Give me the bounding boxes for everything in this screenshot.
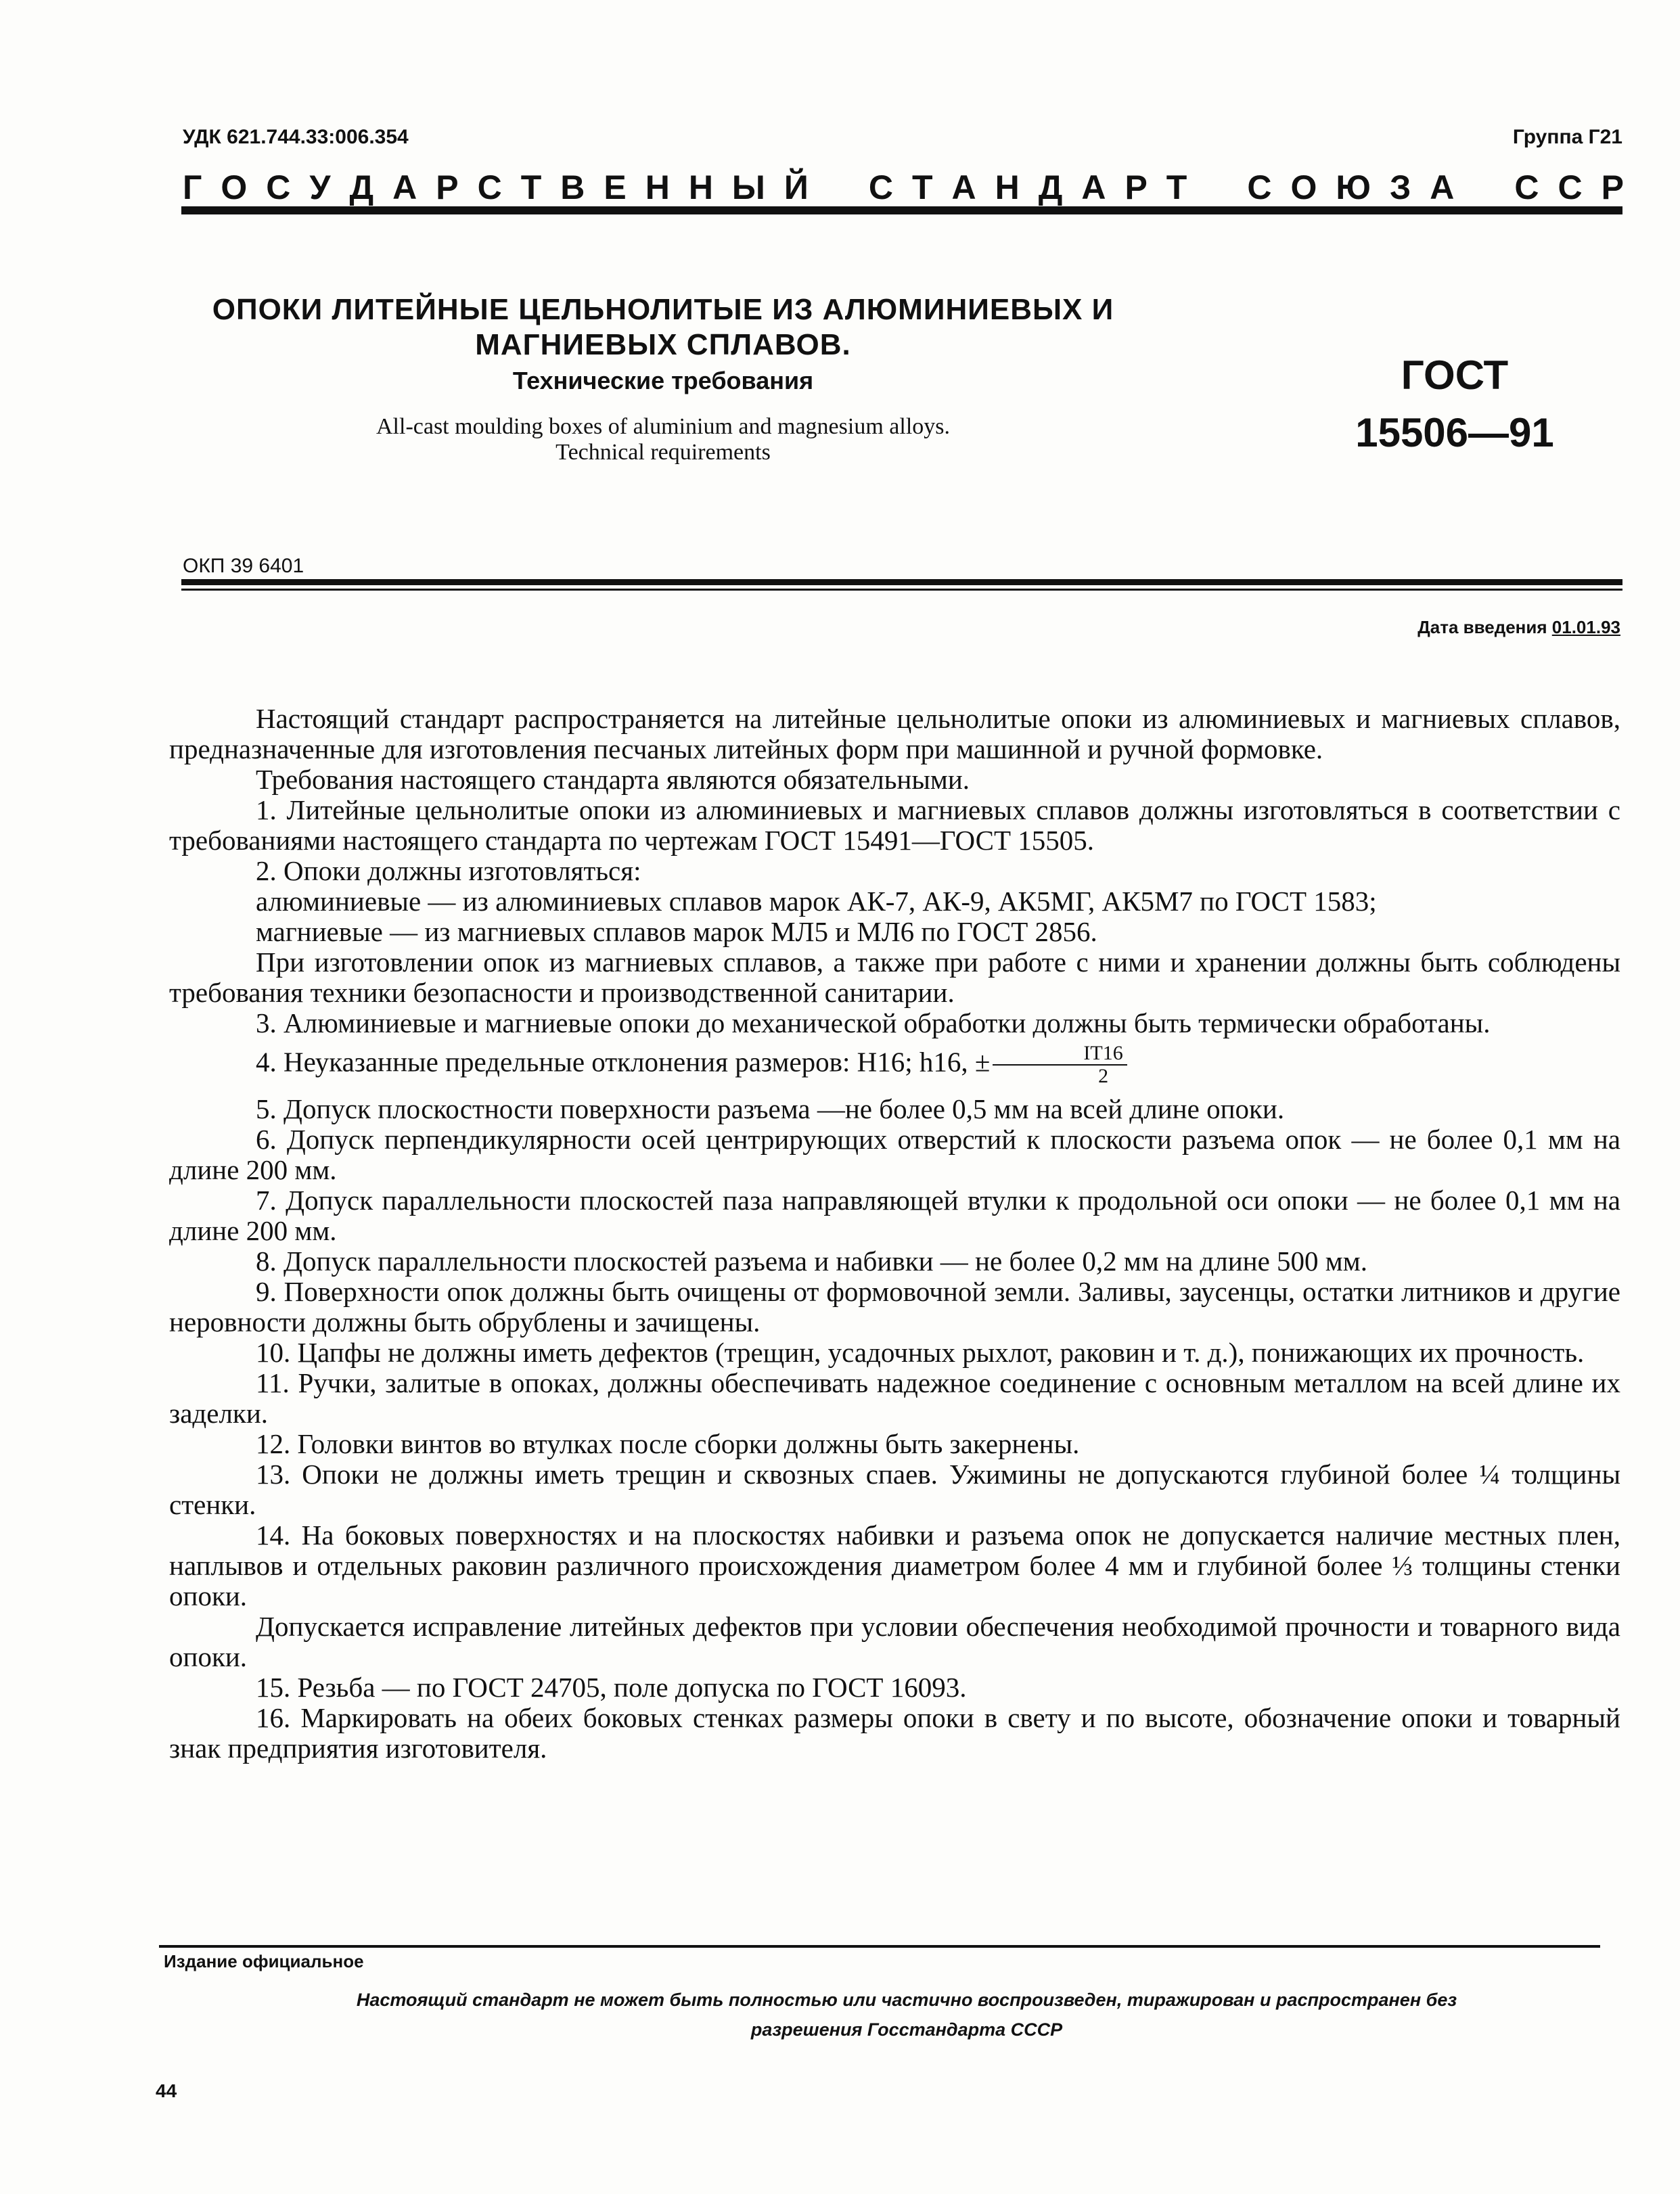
paragraph: 15. Резьба — по ГОСТ 24705, поле допуска по ГОСТ 16093. — [256, 1672, 967, 1703]
org-title-letter: Р — [436, 168, 459, 206]
org-title-letter: Р — [1601, 168, 1624, 206]
document-subtitle: Технические требования — [512, 367, 814, 394]
org-title-letter: З — [1389, 168, 1411, 206]
org-title-letter: С — [477, 168, 502, 206]
gost-label: ГОСТ — [1401, 352, 1509, 398]
fraction — [993, 1043, 1127, 1087]
org-title-letter: С — [1514, 168, 1539, 206]
gost-number: 15506—91 — [1355, 410, 1554, 455]
paragraph: 3. Алюминиевые и магниевые опоки до механической обработки должны быть термически обработаны. — [256, 1007, 1491, 1038]
paragraph: 13. Опоки не должны иметь трещин и сквозных спаев. Ужимины не допускаются глубиной более ¼ толщины стенки. — [169, 1459, 1620, 1520]
org-title-letter: Д — [349, 168, 374, 206]
fraction-numerator: IT16 — [993, 1043, 1127, 1066]
paragraph: 6. Допуск перпендикулярности осей центрирующих отверстий к плоскости разъема опок — не более 0,1 мм на длине 200 мм. — [169, 1124, 1620, 1185]
group-code: Группа Г21 — [1512, 126, 1622, 148]
org-title-word — [1514, 168, 1624, 207]
okp-rule-thin — [181, 589, 1622, 591]
org-title-letter: Ы — [731, 168, 765, 206]
intro-date-label: Дата введения — [1417, 617, 1547, 637]
org-title-letter: А — [951, 168, 976, 206]
org-title-letter: Т — [1166, 168, 1187, 206]
paragraph: 7. Допуск параллельности плоскостей паза направляющей втулки к продольной оси опоки — не более 0,1 мм на длине 200 мм. — [169, 1185, 1620, 1246]
fraction-denominator: 2 — [1098, 1065, 1109, 1087]
org-title-letter: А — [1430, 168, 1455, 206]
document-title — [183, 292, 1143, 363]
paragraph: 16. Маркировать на обеих боковых стенках размеры опоки в свету и по высоте, обозначение опоки и товарный знак предприятия изготовителя. — [169, 1702, 1620, 1764]
okp-code: ОКП 39 6401 — [183, 555, 304, 577]
paragraph: 10. Цапфы не должны иметь дефектов (трещин, усадочных рыхлот, раковин и т. д.), понижающих их прочность. — [256, 1337, 1585, 1368]
org-title-letter: С — [868, 168, 893, 206]
org-title-letter: Г — [183, 168, 202, 206]
paragraph: 8. Допуск параллельности плоскостей разъема и набивки — не более 0,2 мм на длине 500 мм. — [256, 1245, 1367, 1277]
org-title-word — [1247, 168, 1454, 207]
paragraph: Допускается исправление литейных дефектов при условии обеспечения необходимой прочности и товарного вида опоки. — [169, 1611, 1620, 1672]
okp-rule — [181, 579, 1622, 585]
org-title-letter: Д — [1038, 168, 1063, 206]
org-title-letter: Т — [911, 168, 933, 206]
tolerance-text: 4. Неуказанные предельные отклонения размеров: Н16; h16, ± — [256, 1046, 991, 1078]
paragraph: 5. Допуск плоскостности поверхности разъема —не более 0,5 мм на всей длине опоки. — [256, 1093, 1285, 1124]
paragraph: Настоящий стандарт распространяется на литейные цельнолитые опоки из алюминиевых и магниевых сплавов, предназначенные для изготовления песчаных литейных форм при машинной и ручной формовке. — [169, 703, 1620, 764]
org-title-letter: У — [309, 168, 331, 206]
english-title — [183, 414, 1143, 465]
org-title — [183, 168, 1624, 207]
title-line-2: МАГНИЕВЫХ СПЛАВОВ. — [475, 328, 851, 361]
org-title-letter: Т — [520, 168, 542, 206]
org-title-word — [869, 168, 1187, 207]
page-number: 44 — [156, 2080, 177, 2101]
english-title-line-1: All-cast moulding boxes of aluminium and magnesium alloys. — [376, 414, 950, 439]
org-title-letter: О — [221, 168, 248, 206]
org-title-letter: А — [1081, 168, 1106, 206]
paragraph: 12. Головки винтов во втулках после сборки должны быть закернены. — [256, 1428, 1080, 1459]
paragraph: магниевые — из магниевых сплавов марок МЛ5 и МЛ6 по ГОСТ 2856. — [256, 916, 1097, 947]
org-title-word — [183, 168, 809, 207]
org-title-letter: Й — [784, 168, 809, 206]
copyright-notice — [223, 1985, 1590, 2044]
title-line-1: ОПОКИ ЛИТЕЙНЫЕ ЦЕЛЬНОЛИТЫЕ ИЗ АЛЮМИНИЕВЫХ И — [212, 293, 1114, 326]
paragraph: 2. Опоки должны изготовляться: — [256, 855, 641, 886]
edition-label: Издание официальное — [164, 1951, 364, 1971]
udk-code: УДК 621.744.33:006.354 — [183, 126, 409, 148]
document-body — [169, 704, 1620, 1764]
paragraph: Требования настоящего стандарта являются обязательными. — [256, 764, 970, 795]
intro-date-value: 01.01.93 — [1551, 617, 1620, 637]
paragraph: 9. Поверхности опок должны быть очищены от формовочной земли. Заливы, заусенцы, остатки литников и другие неровности должны быть обрублены и зачищены. — [169, 1276, 1620, 1338]
org-title-letter: С — [1247, 168, 1272, 206]
paragraph-tolerances — [169, 1043, 1620, 1087]
org-title-letter: Е — [604, 168, 627, 206]
paragraph: алюминиевые — из алюминиевых сплавов марок АК-7, АК-9, АК5МГ, АК5М7 по ГОСТ 1583; — [256, 886, 1377, 917]
copyright-line-1: Настоящий стандарт не может быть полностью или частично воспроизведен, тиражирован и распространен без — [356, 1990, 1457, 2010]
org-title-letter: А — [392, 168, 417, 206]
paragraph: 14. На боковых поверхностях и на плоскостях набивки и разъема опок не допускается наличие местных плен, наплывов и отдельных раковин различного происхождения диаметром более 4 мм и глубиной более ⅓ толщины стенки опоки. — [169, 1519, 1620, 1612]
introduction-date — [1417, 617, 1620, 638]
org-title-letter: Р — [1125, 168, 1148, 206]
org-title-letter: Н — [995, 168, 1020, 206]
org-title-letter: С — [1558, 168, 1583, 206]
paragraph: 1. Литейные цельнолитые опоки из алюминиевых и магниевых сплавов должны изготовляться в соответствии с требованиями настоящего стандарта по чертежам ГОСТ 15491—ГОСТ 15505. — [169, 794, 1620, 856]
org-title-letter: О — [1290, 168, 1317, 206]
header-rule — [181, 206, 1622, 214]
org-title-letter: С — [266, 168, 291, 206]
english-title-line-2: Technical requirements — [555, 440, 771, 465]
copyright-line-2: разрешения Госстандарта СССР — [750, 2019, 1063, 2040]
paragraph: При изготовлении опок из магниевых сплавов, а также при работе с ними и хранении должны быть соблюдены требования техники безопасности и производственной санитарии. — [169, 946, 1620, 1008]
org-title-letter: Н — [645, 168, 670, 206]
footer-rule — [159, 1945, 1600, 1948]
paragraph: 11. Ручки, залитые в опоках, должны обеспечивать надежное соединение с основным металлом на всей длине их заделки. — [169, 1367, 1620, 1429]
org-title-letter: В — [560, 168, 585, 206]
org-title-letter: Н — [688, 168, 713, 206]
org-title-letter: Ю — [1336, 168, 1371, 206]
